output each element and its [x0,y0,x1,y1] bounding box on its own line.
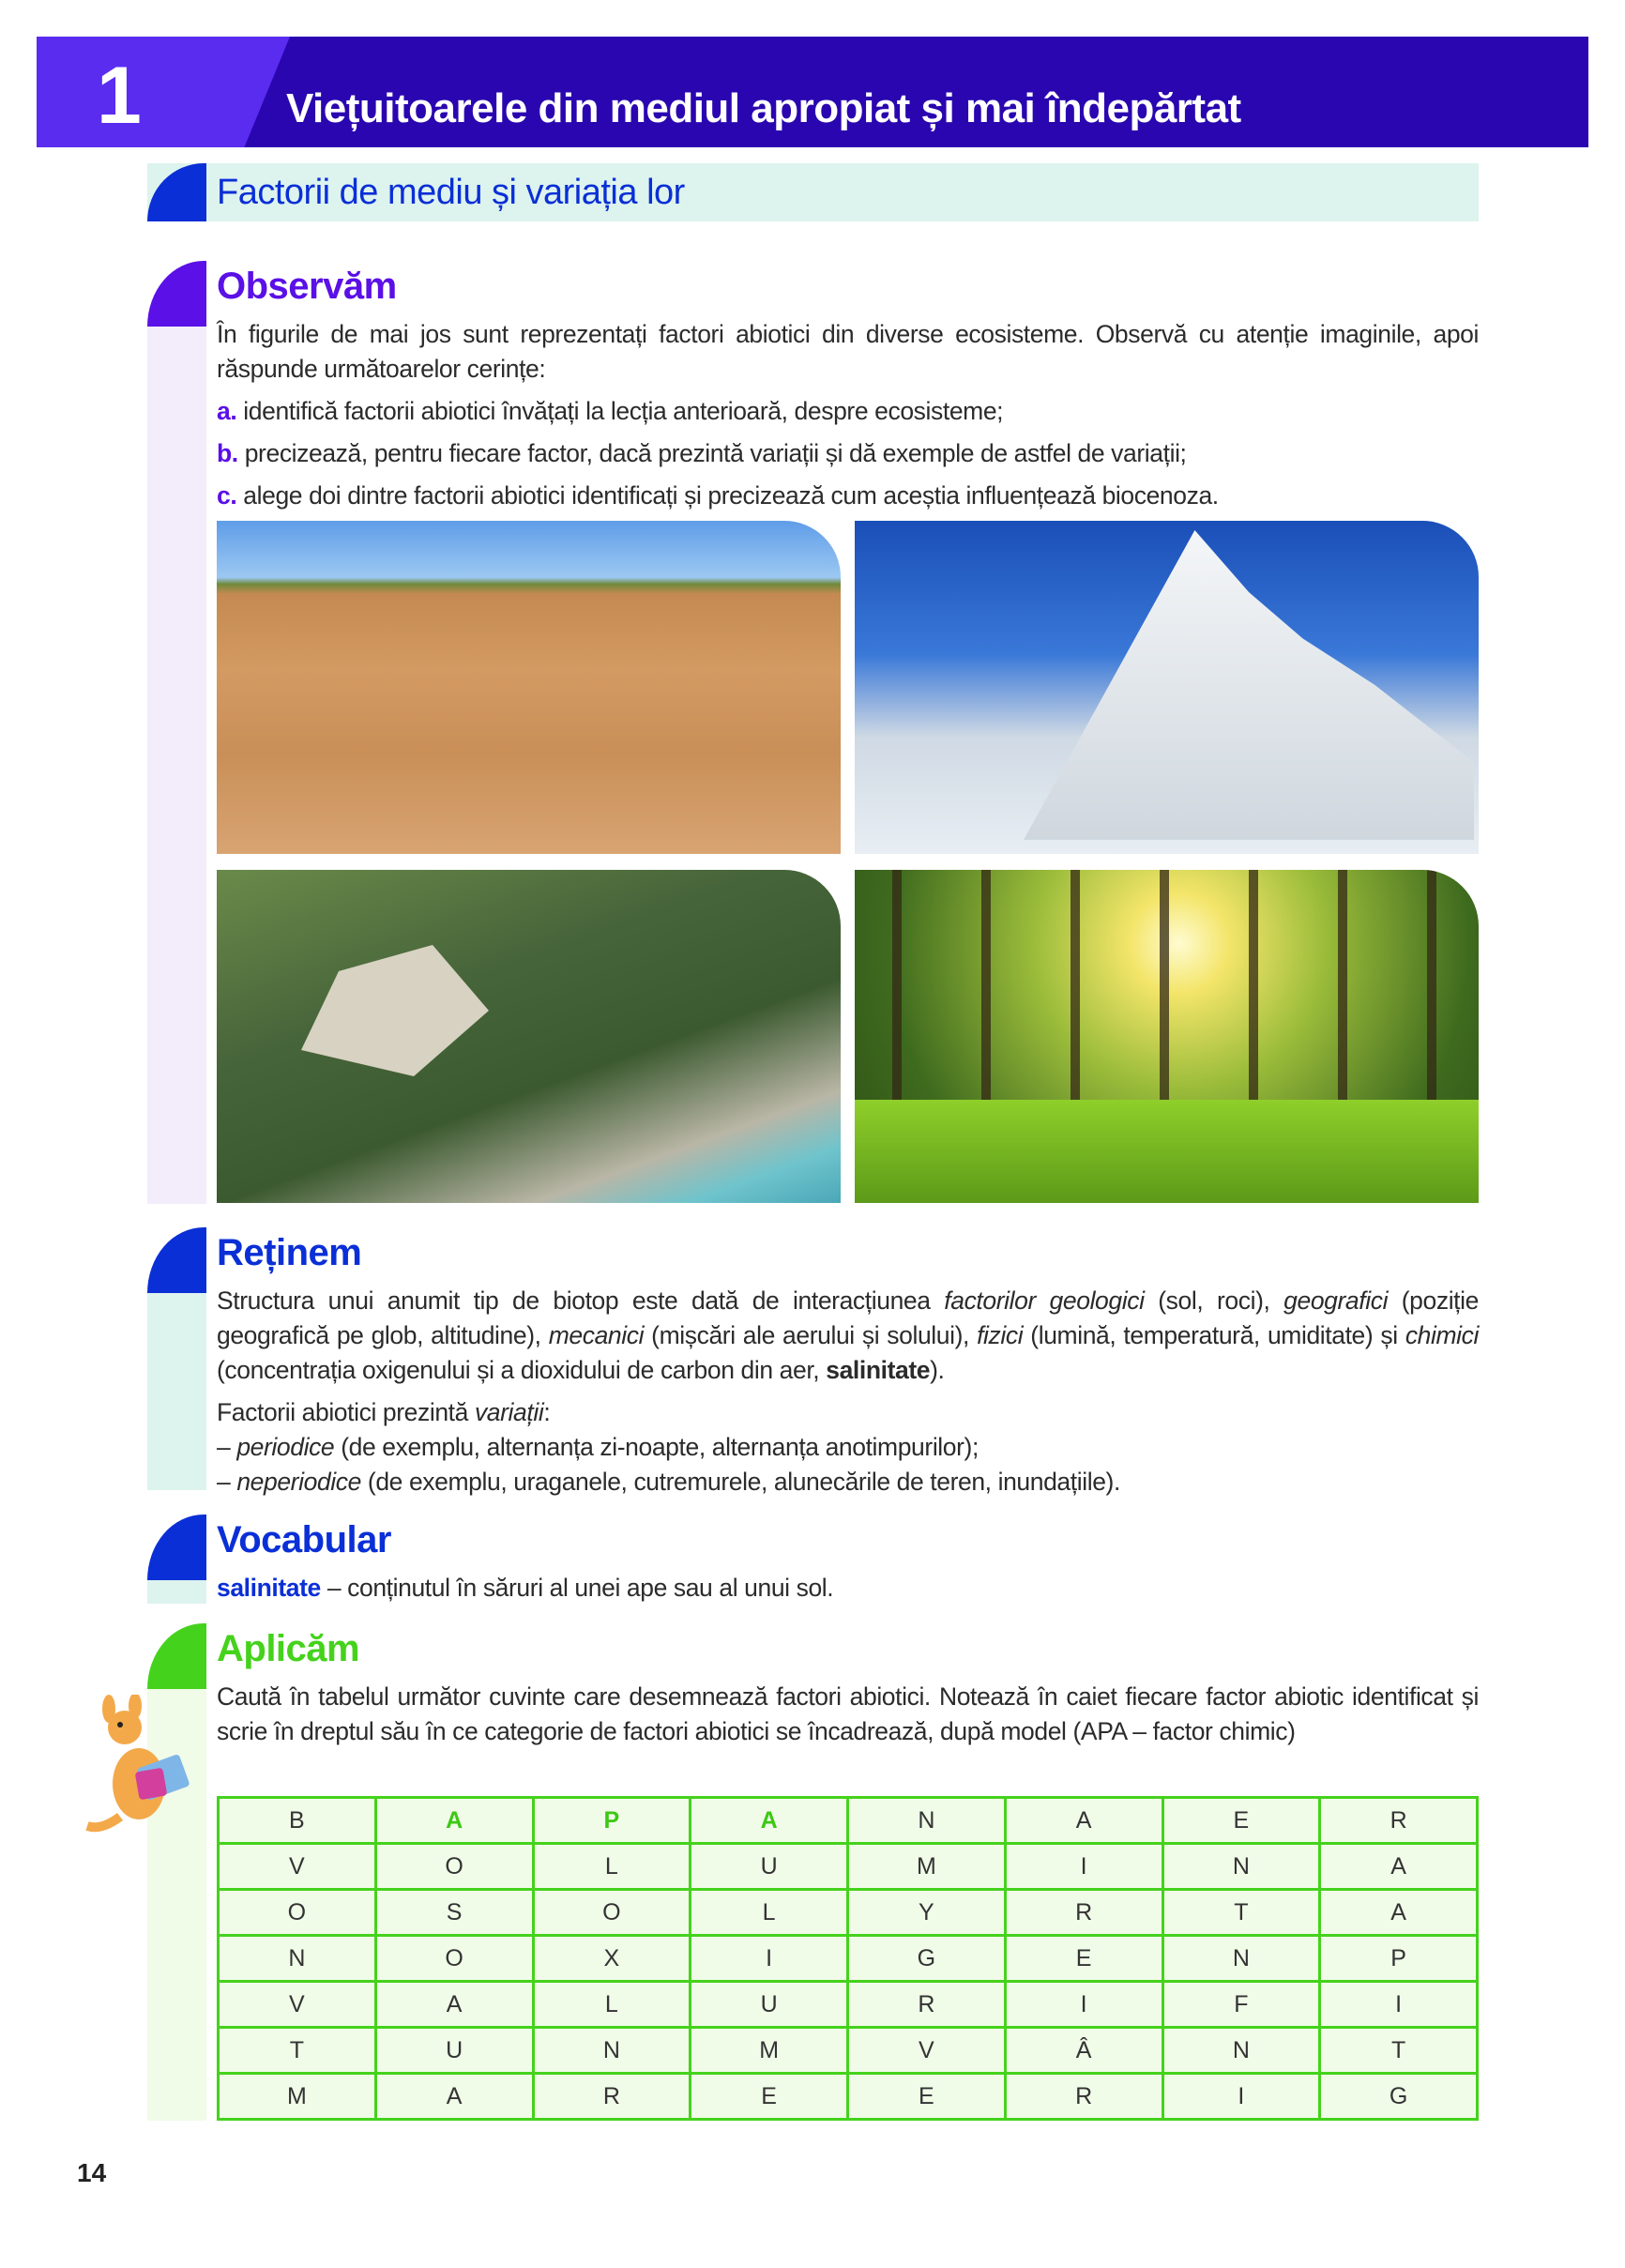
text: (lumină, temperatură, umiditate) și [1023,1321,1405,1349]
grid-cell: N [1162,2028,1320,2074]
grid-cell: R [533,2074,691,2120]
task-b [217,436,1479,471]
grid-cell: M [219,2074,376,2120]
grid-cell: O [219,1890,376,1936]
unit-header [37,37,1588,147]
grid-cell: P [1320,1936,1478,1982]
grid-cell: I [1320,1982,1478,2028]
grid-cell: L [691,1890,848,1936]
grid-cell: E [848,2074,1006,2120]
landslide-coast-image [217,870,841,1203]
task-text: precizează, pentru fiecare factor, dacă prezintă variații și dă exemple de astfel de variații; [237,439,1187,467]
grid-cell: O [533,1890,691,1936]
grid-cell: E [691,2074,848,2120]
dash: – [217,1468,237,1496]
grid-cell: L [533,1844,691,1890]
unit-number: 1 [97,51,142,141]
text: ). [930,1356,945,1384]
grid-cell: O [375,1936,533,1982]
grid-cell: V [219,1982,376,2028]
soil-cliff-image [217,521,841,854]
observam-intro: În figurile de mai jos sunt reprezentați factori abiotici din diverse ecosisteme. Observă cu atenție imaginile, apoi răspunde următoarelor cerințe: [217,320,1479,383]
task-label: a. [217,397,237,425]
term: geografici [1283,1286,1389,1315]
vocabulary-definition: – conținutul în săruri al unei ape sau al unui sol. [320,1574,834,1602]
grid-cell: V [848,2028,1006,2074]
grid-cell: V [219,1844,376,1890]
vocabular-tab-marker [147,1515,206,1580]
grid-row [219,1890,1478,1936]
text: (de exemplu, uraganele, cutremurele, alunecările de teren, inundațiile). [360,1468,1120,1496]
variations-intro [217,1395,1479,1430]
variation-item [217,1465,1479,1499]
aplicam-tab-marker [147,1623,206,1689]
grid-cell: T [1162,1890,1320,1936]
landslide-scar [301,945,489,1076]
grid-cell: B [219,1798,376,1844]
grid-cell: N [1162,1936,1320,1982]
page-number: 14 [77,2158,107,2187]
retinem-tab-marker [147,1227,206,1293]
grid-cell: R [848,1982,1006,2028]
grid-row [219,2028,1478,2074]
grid-row [219,1844,1478,1890]
grid-cell: Â [1005,2028,1162,2074]
grid-cell: R [1005,2074,1162,2120]
grid-cell: R [1320,1798,1478,1844]
aplicam-instructions: Caută în tabelul următor cuvinte care desemnează factori abiotici. Notează în caiet fiecare factor abiotic identificat și scrie în dreptul său în ce categorie de factori abiotici se încadrează, după model (APA – factor chimic) [217,1682,1479,1745]
grid-cell: N [1162,1844,1320,1890]
grid-cell: R [1005,1890,1162,1936]
observam-heading: Observăm [217,266,397,307]
retinem-text [217,1284,1479,1499]
vocabular-entry [217,1571,1479,1606]
lesson-tab-marker [147,163,206,221]
grid-cell: X [533,1936,691,1982]
task-c [217,479,1479,513]
grid-cell: P [533,1798,691,1844]
grid-cell: T [219,2028,376,2074]
grid-cell: O [375,1844,533,1890]
grid-cell: M [848,1844,1006,1890]
dash: – [217,1433,237,1461]
text: : [543,1398,551,1426]
grid-cell: A [375,1798,533,1844]
vocabular-heading: Vocabular [217,1519,391,1560]
grid-cell: E [1005,1936,1162,1982]
lesson-title: Factorii de mediu și variația lor [217,173,685,212]
term: chimici [1405,1321,1480,1349]
task-a [217,394,1479,429]
grid-cell: G [1320,2074,1478,2120]
grid-cell: U [691,1844,848,1890]
kangaroo-mascot-icon [83,1695,205,1835]
lesson-title-bar [147,163,1479,221]
term: factorilor geologici [944,1286,1145,1315]
text: Factorii abiotici prezintă [217,1398,475,1426]
grid-row [219,2074,1478,2120]
task-text: identifică factorii abiotici învățați la lecția anterioară, despre ecosisteme; [236,397,1004,425]
text: (poziție geografică pe glob, altitudine), [217,1286,1479,1349]
retinem-side-bar [147,1293,206,1490]
task-text: alege doi dintre factorii abiotici identificați și precizează cum aceștia influențează biocenoza. [236,481,1219,510]
grid-cell: A [1005,1798,1162,1844]
text: (sol, roci), [1144,1286,1284,1315]
term: mecanici [548,1321,645,1349]
vocabulary-term: salinitate [217,1574,321,1602]
task-label: c. [217,481,237,510]
term: neperiodice [236,1468,361,1496]
grid-cell: M [691,2028,848,2074]
grid-cell: S [375,1890,533,1936]
grid-cell: U [375,2028,533,2074]
grid-cell: N [848,1798,1006,1844]
unit-title: Viețuitoarele din mediul apropiat și mai îndepărtat [286,85,1241,131]
mountain-peak [1024,530,1474,840]
grid-cell: A [691,1798,848,1844]
grid-cell: L [533,1982,691,2028]
grid-cell: E [1162,1798,1320,1844]
forest-floor [855,1100,1479,1203]
variation-item [217,1430,1479,1465]
grid-cell: I [1005,1844,1162,1890]
term: fizici [977,1321,1024,1349]
grid-cell: Y [848,1890,1006,1936]
grid-cell: U [691,1982,848,2028]
term-bold: salinitate [826,1356,931,1384]
observam-text [217,317,1479,521]
grid-cell: T [1320,2028,1478,2074]
grid-cell: G [848,1936,1006,1982]
snowy-mountain-image [855,521,1479,854]
grid-cell: A [375,2074,533,2120]
grid-cell: F [1162,1982,1320,2028]
header-number-panel [37,37,290,147]
observam-tab-marker [147,261,206,327]
text: (de exemplu, alternanța zi-noapte, alternanța anotimpurilor); [334,1433,979,1461]
retinem-heading: Reținem [217,1232,362,1273]
grid-cell: A [1320,1890,1478,1936]
grid-cell: A [375,1982,533,2028]
grid-cell: N [533,2028,691,2074]
term: variații [474,1398,544,1426]
grid-row [219,1798,1478,1844]
grid-row [219,1936,1478,1982]
text: (mișcări ale aerului și solului), [644,1321,978,1349]
vocabular-side-bar [147,1580,206,1604]
sunlit-forest-image [855,870,1479,1203]
grid-cell: I [691,1936,848,1982]
aplicam-heading: Aplicăm [217,1628,360,1669]
word-search-grid [217,1796,1479,2121]
observam-side-bar [147,327,206,1204]
task-label: b. [217,439,238,467]
term: periodice [236,1433,335,1461]
retinem-paragraph [217,1284,1479,1388]
text: Structura unui anumit tip de biotop este dată de interacțiunea [217,1286,945,1315]
text: (concentrația oxigenului și a dioxidului de carbon din aer, [217,1356,827,1384]
grid-cell: A [1320,1844,1478,1890]
grid-cell: I [1162,2074,1320,2120]
grid-cell: N [219,1936,376,1982]
grid-row [219,1982,1478,2028]
grid-cell: I [1005,1982,1162,2028]
